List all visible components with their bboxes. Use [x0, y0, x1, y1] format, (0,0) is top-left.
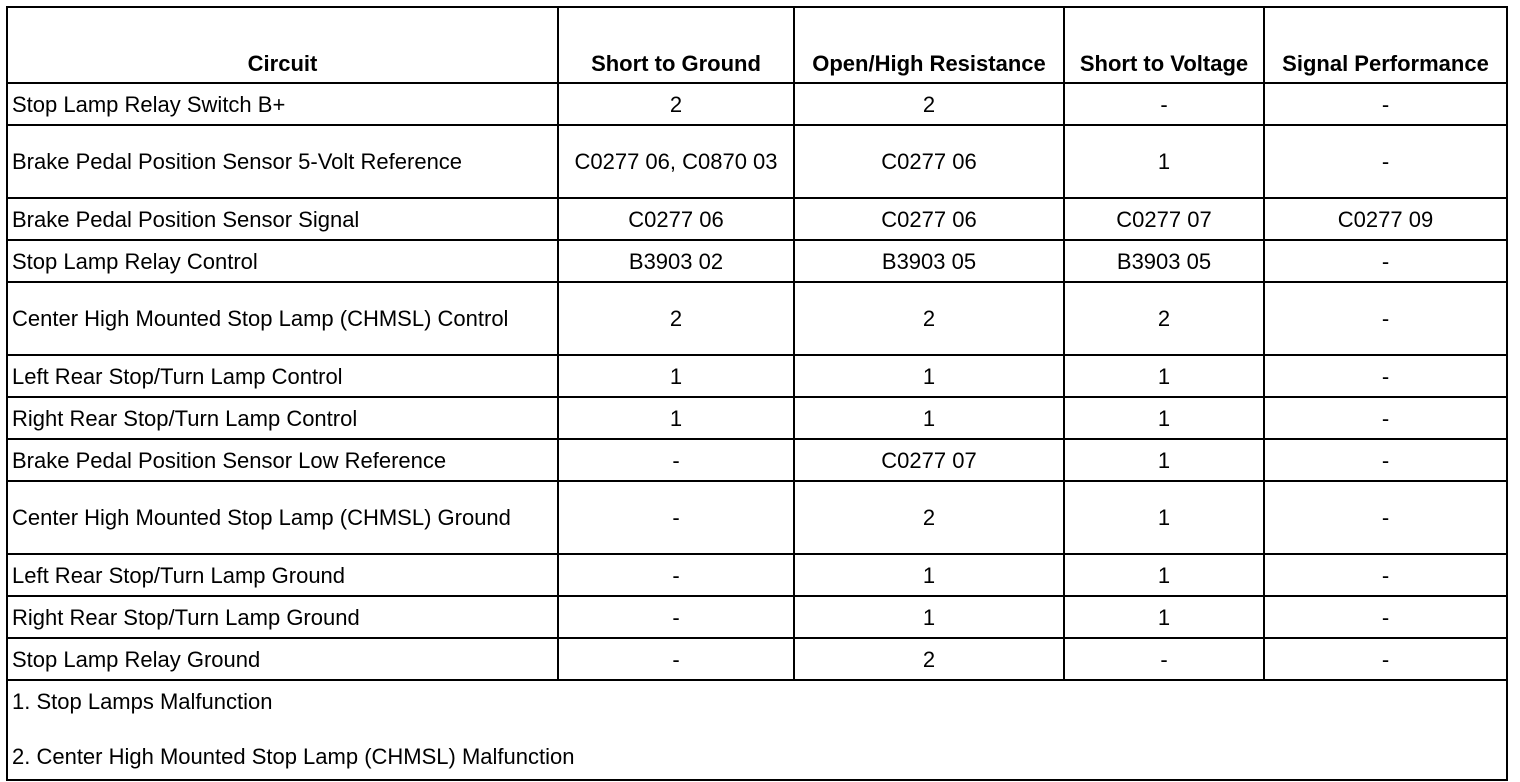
- table-row: [7, 83, 1507, 125]
- open-high-resistance-cell: 2: [794, 83, 1064, 125]
- signal-performance-cell: -: [1264, 83, 1507, 125]
- notes-row: [7, 680, 1507, 780]
- header-signal-performance: Signal Performance: [1264, 7, 1507, 83]
- signal-performance-cell: -: [1264, 240, 1507, 282]
- signal-performance-cell: -: [1264, 554, 1507, 596]
- short-to-voltage-cell: 2: [1064, 282, 1264, 355]
- header-row: [7, 7, 1507, 83]
- open-high-resistance-cell: 1: [794, 397, 1064, 439]
- circuit-cell: Stop Lamp Relay Switch B+: [7, 83, 558, 125]
- open-high-resistance-cell: 1: [794, 355, 1064, 397]
- circuit-cell: Right Rear Stop/Turn Lamp Ground: [7, 596, 558, 638]
- table-row: [7, 554, 1507, 596]
- short-to-ground-cell: 2: [558, 282, 794, 355]
- table-row: [7, 397, 1507, 439]
- circuit-cell: Brake Pedal Position Sensor Low Reference: [7, 439, 558, 481]
- short-to-voltage-cell: 1: [1064, 125, 1264, 198]
- circuit-cell: Left Rear Stop/Turn Lamp Ground: [7, 554, 558, 596]
- short-to-voltage-cell: C0277 07: [1064, 198, 1264, 240]
- note-1: 1. Stop Lamps Malfunction: [12, 689, 273, 714]
- short-to-voltage-cell: 1: [1064, 355, 1264, 397]
- table-row: [7, 198, 1507, 240]
- header-short-to-ground: Short to Ground: [558, 7, 794, 83]
- open-high-resistance-cell: 1: [794, 554, 1064, 596]
- open-high-resistance-cell: 2: [794, 481, 1064, 554]
- open-high-resistance-cell: B3903 05: [794, 240, 1064, 282]
- short-to-ground-cell: C0277 06: [558, 198, 794, 240]
- table-row: [7, 355, 1507, 397]
- signal-performance-cell: -: [1264, 481, 1507, 554]
- short-to-voltage-cell: 1: [1064, 481, 1264, 554]
- signal-performance-cell: -: [1264, 638, 1507, 680]
- open-high-resistance-cell: 2: [794, 282, 1064, 355]
- signal-performance-cell: -: [1264, 355, 1507, 397]
- short-to-voltage-cell: -: [1064, 83, 1264, 125]
- table-row: [7, 240, 1507, 282]
- short-to-ground-cell: B3903 02: [558, 240, 794, 282]
- short-to-ground-cell: -: [558, 481, 794, 554]
- short-to-voltage-cell: 1: [1064, 439, 1264, 481]
- circuit-cell: Right Rear Stop/Turn Lamp Control: [7, 397, 558, 439]
- short-to-ground-cell: -: [558, 638, 794, 680]
- circuit-cell: Left Rear Stop/Turn Lamp Control: [7, 355, 558, 397]
- table-row: [7, 282, 1507, 355]
- header-short-to-voltage: Short to Voltage: [1064, 7, 1264, 83]
- open-high-resistance-cell: C0277 06: [794, 125, 1064, 198]
- table-row: [7, 125, 1507, 198]
- signal-performance-cell: -: [1264, 397, 1507, 439]
- open-high-resistance-cell: 2: [794, 638, 1064, 680]
- table-row: [7, 638, 1507, 680]
- short-to-ground-cell: 1: [558, 355, 794, 397]
- circuit-dtc-table: [6, 6, 1508, 781]
- signal-performance-cell: -: [1264, 282, 1507, 355]
- short-to-ground-cell: C0277 06, C0870 03: [558, 125, 794, 198]
- circuit-cell: Center High Mounted Stop Lamp (CHMSL) Ground: [7, 481, 558, 554]
- table-row: [7, 596, 1507, 638]
- open-high-resistance-cell: C0277 07: [794, 439, 1064, 481]
- short-to-ground-cell: 2: [558, 83, 794, 125]
- table-row: [7, 481, 1507, 554]
- short-to-voltage-cell: 1: [1064, 397, 1264, 439]
- circuit-cell: Stop Lamp Relay Ground: [7, 638, 558, 680]
- signal-performance-cell: -: [1264, 125, 1507, 198]
- table-row: [7, 439, 1507, 481]
- open-high-resistance-cell: C0277 06: [794, 198, 1064, 240]
- short-to-voltage-cell: 1: [1064, 596, 1264, 638]
- header-circuit: Circuit: [7, 7, 558, 83]
- short-to-ground-cell: -: [558, 439, 794, 481]
- signal-performance-cell: -: [1264, 596, 1507, 638]
- short-to-ground-cell: -: [558, 554, 794, 596]
- signal-performance-cell: C0277 09: [1264, 198, 1507, 240]
- short-to-voltage-cell: 1: [1064, 554, 1264, 596]
- header-open-high-resistance: Open/High Resistance: [794, 7, 1064, 83]
- open-high-resistance-cell: 1: [794, 596, 1064, 638]
- notes-cell: [7, 680, 1507, 780]
- circuit-cell: Brake Pedal Position Sensor Signal: [7, 198, 558, 240]
- note-2: 2. Center High Mounted Stop Lamp (CHMSL) Malfunction: [12, 744, 575, 769]
- circuit-cell: Brake Pedal Position Sensor 5-Volt Reference: [7, 125, 558, 198]
- short-to-voltage-cell: B3903 05: [1064, 240, 1264, 282]
- short-to-ground-cell: -: [558, 596, 794, 638]
- signal-performance-cell: -: [1264, 439, 1507, 481]
- circuit-cell: Center High Mounted Stop Lamp (CHMSL) Control: [7, 282, 558, 355]
- short-to-ground-cell: 1: [558, 397, 794, 439]
- circuit-cell: Stop Lamp Relay Control: [7, 240, 558, 282]
- dtc-table-container: [6, 6, 1506, 781]
- short-to-voltage-cell: -: [1064, 638, 1264, 680]
